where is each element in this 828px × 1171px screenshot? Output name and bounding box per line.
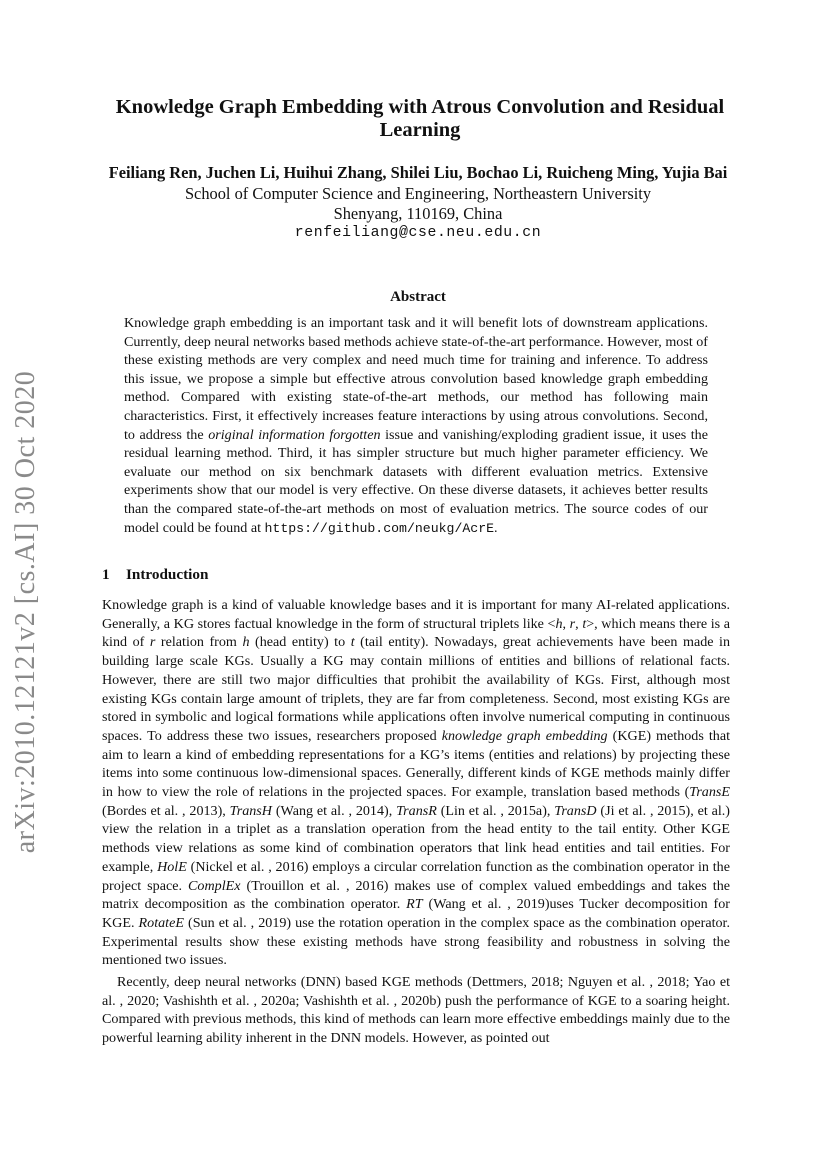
author-email: renfeiliang@cse.neu.edu.cn xyxy=(294,225,542,241)
paragraph-1: Knowledge graph is a kind of valuable knowledge bases and it is important for many AI-related applications. Generally, a KG stores factual knowledge in the form of structural triplets like <h, r, t>, which means there is a kind of r relation from h (head entity) to t (tail entity). Nowadays, great achievements have been made in building large scale KGs. Usually a KG may contain millions of entities and billions of relational facts. However, there are still two major difficulties that prohibit the availability of KGs. First, although most existing KGs contain large amount of triplets, they are far from completeness. Second, most existing KGs are stored in symbolic and logical formations while applications often involve numerical computing in continuous spaces. To address these two issues, researchers proposed knowledge graph embedding (KGE) methods that aim to learn a kind of embedding representations for a KG’s items (entities and relations) by projecting these items into some continuous low-dimensional spaces. Generally, different kinds of KGE methods mainly differ in how to view the role of relations in the projected spaces. For example, translation based methods (TransE (Bordes et al. , 2013), TransH (Wang et al. , 2014), TransR (Lin et al. , 2015a), TransD (Ji et al. , 2015), et al.) view the relation in a triplet as a translation operation from the head entity to the tail entity. Other KGE methods view relations as some kind of combination operators that link head entities and tail entities. For example, HolE (Nickel et al. , 2016) employs a circular correlation function as the combination operator in the project space. ComplEx (Trouillon et al. , 2016) makes use of complex valued embeddings and takes the matrix decomposition as the combination operator. RT (Wang et al. , 2019)uses Tucker decomposition for KGE. RotateE (Sun et al. , 2019) use the rotation operation in the complex space as the combination operator. Experimental results show these existing methods have strong feasibility and robustness in solving the mentioned two issues. xyxy=(102,597,731,969)
emphasis-original-information-forgotten: original information forgotten xyxy=(208,426,381,443)
arxiv-stamp: arXiv:2010.12121v2 [cs.AI] 30 Oct 2020 xyxy=(10,370,42,854)
abstract-heading: Abstract xyxy=(390,289,446,305)
author-list: Feiliang Ren, Juchen Li, Huihui Zhang, Shilei Liu, Bochao Li, Ruicheng Ming, Yujia Bai xyxy=(108,163,728,182)
paper-title: Knowledge Graph Embedding with Atrous Convolution and Residual Learning xyxy=(115,96,725,141)
section-title: Introduction xyxy=(126,566,209,583)
section-number: 1 xyxy=(102,566,110,583)
affiliation: School of Computer Science and Engineering, Northeastern University xyxy=(184,184,652,203)
abstract-text: Knowledge graph embedding is an important task and it will benefit lots of downstream applications. Currently, deep neural networks based methods achieve state-of-the-art performance. However, most of these existing methods are very complex and need much time for training and inference. To address this issue, we propose a simple but effective atrous convolution based knowledge graph embedding method. Compared with existing state-of-the-art methods, our method has following main characteristics. First, it effectively increases feature interactions by using atrous convolutions. Second, to address the original information forgotten issue and vanishing/exploding gradient issue, it uses the residual learning method. Third, it has simpler structure but much higher parameter efficiency. We evaluate our method on six benchmark datasets with different evaluation metrics. Extensive experiments show that our model is very effective. On these diverse datasets, it achieves better results than the compared state-of-the-art methods on most of evaluation metrics. The source codes of our model could be found at https://github.com/neukg/AcrE. xyxy=(124,315,708,536)
location: Shenyang, 110169, China xyxy=(333,204,503,223)
section-heading-introduction xyxy=(102,566,208,584)
source-code-url[interactable]: https://github.com/neukg/AcrE xyxy=(264,520,495,536)
arxiv-sidebar xyxy=(4,372,48,852)
emphasis-kge: knowledge graph embedding xyxy=(441,727,608,744)
introduction-body xyxy=(102,596,730,1048)
paragraph-2: Recently, deep neural networks (DNN) based KGE methods (Dettmers, 2018; Nguyen et al. , 2018; Yao et al. , 2020; Vashishth et al. , 2020a; Vashishth et al. , 2020b) push the performance of KGE to a soaring height. Compared with previous methods, this kind of methods can learn more effective embeddings mainly due to the powerful learning ability inherent in the DNN models. However, as pointed out xyxy=(102,974,730,1047)
